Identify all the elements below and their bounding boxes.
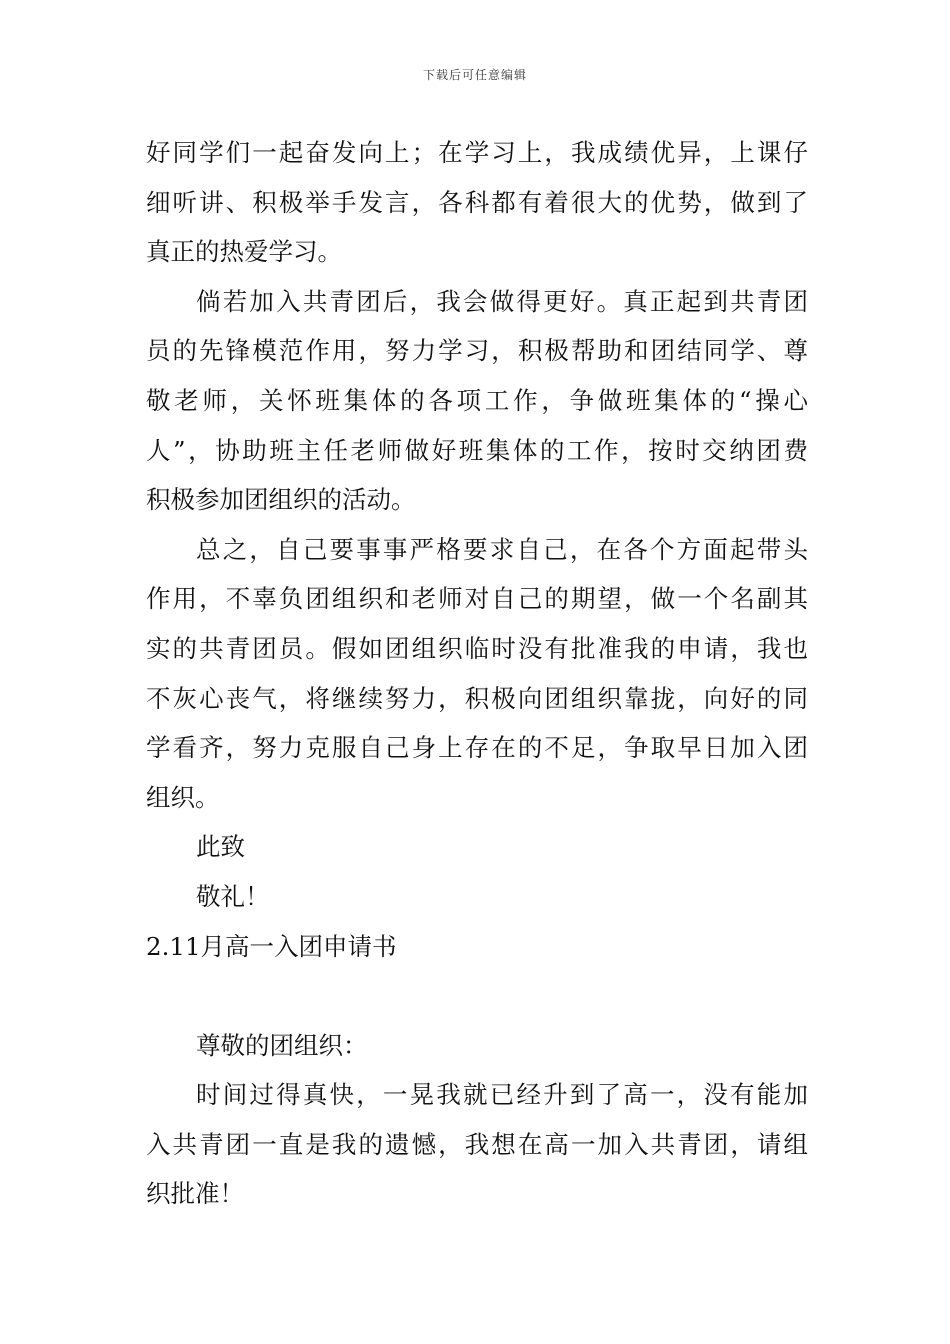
paragraph-line: 不灰心丧气，将继续努力，积极向团组织靠拢，向好的同 (146, 683, 808, 713)
paragraph-line: 学看齐，努力克服自己身上存在的不足，争取早日加入团 (146, 733, 808, 763)
paragraph-line: 积极参加团组织的活动。 (146, 485, 416, 515)
paragraph-line: 时间过得真快，一晃我就已经升到了高一，没有能加 (196, 1080, 808, 1110)
paragraph-line: 真正的热爱学习。 (146, 237, 342, 267)
paragraph-line: 总之，自己要事事严格要求自己，在各个方面起带头 (196, 534, 808, 564)
paragraph-line: 组织。 (146, 782, 220, 812)
paragraph-line: 倘若加入共青团后，我会做得更好。真正起到共青团 (196, 286, 808, 316)
closing-line: 此致 (196, 832, 245, 862)
closing-line: 敬礼！ (196, 881, 270, 911)
paragraph-line: 细听讲、积极举手发言，各科都有着很大的优势，做到了 (146, 187, 808, 217)
blank-line (146, 971, 808, 1021)
page-header: 下载后可任意编辑 (422, 68, 527, 82)
paragraph-line: 员的先锋模范作用，努力学习，积极帮助和团结同学、尊 (146, 336, 808, 366)
paragraph-line: 人”，协助班主任老师做好班集体的工作，按时交纳团费 (146, 435, 808, 465)
paragraph-line: 敬老师，关怀班集体的各项工作，争做班集体的“操心 (146, 385, 808, 415)
paragraph-line: 作用，不辜负团组织和老师对自己的期望，做一个名副其 (146, 584, 808, 614)
paragraph-line: 入共青团一直是我的遗憾，我想在高一加入共青团，请组 (146, 1129, 808, 1159)
document-body (146, 128, 808, 1219)
section-title: 2.11月高一入团申请书 (146, 931, 397, 961)
paragraph-line: 织批准！ (146, 1179, 244, 1209)
paragraph-line: 实的共青团员。假如团组织临时没有批准我的申请，我也 (146, 633, 808, 663)
paragraph-line: 好同学们一起奋发向上；在学习上，我成绩优异，上课仔 (146, 138, 808, 167)
letter-salutation: 尊敬的团组织： (196, 1030, 368, 1060)
